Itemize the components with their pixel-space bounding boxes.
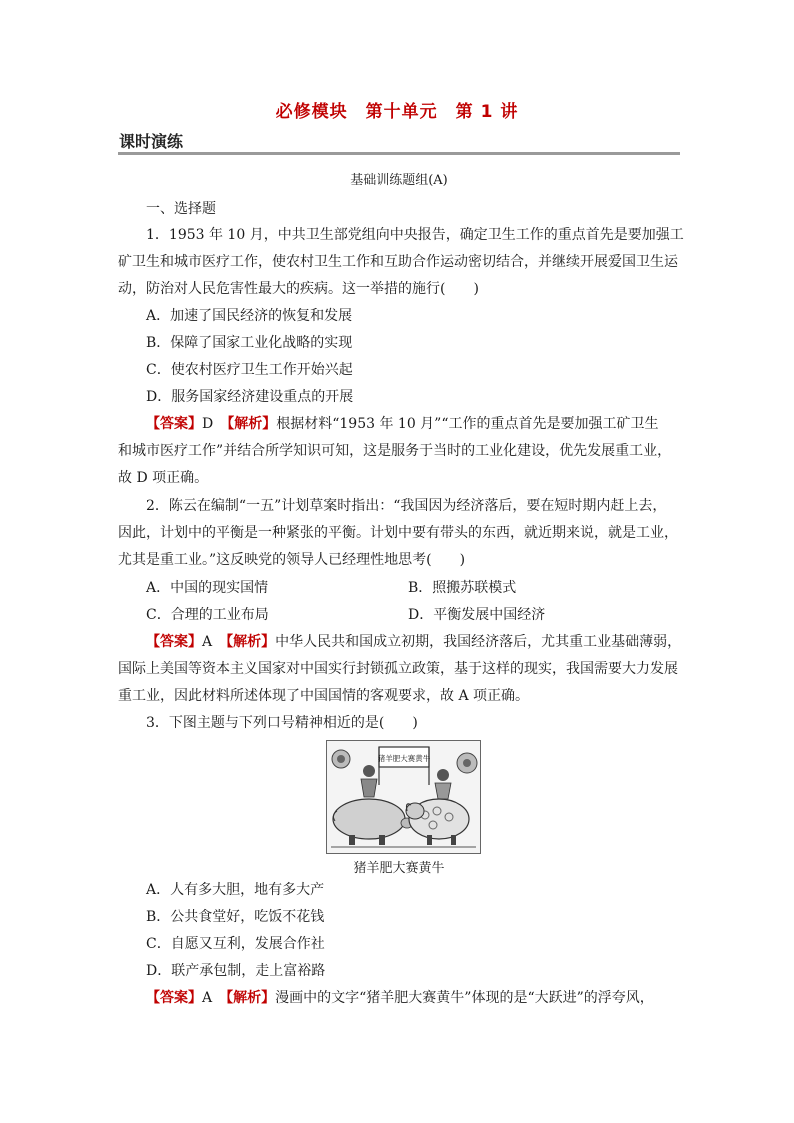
cartoon-image — [326, 740, 481, 854]
answer-tag: 【答案】 — [146, 634, 202, 650]
q1-option-d: D．服务国家经济建设重点的开展 — [146, 389, 354, 405]
cartoon-illustration — [327, 741, 480, 853]
q2-options-row — [146, 605, 708, 625]
q2-option-a: A．中国的现实国情 — [146, 580, 269, 596]
q1-stem-line: 矿卫生和城市医疗工作，使农村卫生工作和互助合作运动密切结合，并继续开展爱国卫生运 — [118, 254, 678, 270]
q3-option-b: B．公共食堂好，吃饭不花钱 — [146, 909, 325, 925]
answer-value: D — [202, 416, 214, 432]
q1-option-a: A．加速了国民经济的恢复和发展 — [146, 308, 353, 324]
answer-value: A — [202, 990, 213, 1006]
q2-options-row — [146, 578, 708, 598]
q2-stem-line: 2．陈云在编制“一五”计划草案时指出：“我国因为经济落后，要在短时期内赶上去， — [146, 498, 667, 514]
cartoon-banner-text: 猪羊肥大赛黄牛 — [377, 754, 431, 763]
q3-answer-line — [146, 988, 708, 1008]
q3-option-c: C．自愿又互利，发展合作社 — [146, 936, 325, 952]
q2-stem-line: 尤其是重工业。”这反映党的领导人已经理性地思考( ) — [118, 552, 466, 568]
q2-option-c: C．合理的工业布局 — [146, 607, 269, 623]
q2-analysis-line: 重工业，因此材料所述体现了中国国情的客观要求，故 A 项正确。 — [118, 688, 530, 704]
q2-analysis-line: 国际上美国等资本主义国家对中国实行封锁孤立政策，基于这样的现实，我国需要大力发展 — [118, 661, 678, 677]
q1-option-b: B．保障了国家工业化战略的实现 — [146, 335, 353, 351]
analysis-text: 漫画中的文字“猪羊肥大赛黄牛”体现的是“大跃进”的浮夸风， — [275, 990, 654, 1006]
q3-stem: 3．下图主题与下列口号精神相近的是( ) — [146, 715, 418, 731]
analysis-text: 根据材料“1953 年 10 月”“工作的重点首先是要加强工矿卫生 — [276, 416, 659, 432]
group-title: 基础训练题组(A) — [350, 173, 448, 188]
q1-analysis-line: 故 D 项正确。 — [118, 470, 209, 486]
q2-option-d: D．平衡发展中国经济 — [408, 607, 546, 623]
q2-stem-line: 因此，计划中的平衡是一种紧张的平衡。计划中要有带头的东西，就近期来说，就是工业， — [118, 525, 678, 541]
q3-option-a: A．人有多大胆，地有多大产 — [146, 882, 325, 898]
q2-answer-line — [146, 632, 708, 652]
answer-value: A — [202, 634, 213, 650]
analysis-tag: 【解析】 — [226, 634, 276, 650]
section-heading: 课时演练 — [119, 132, 184, 151]
answer-tag: 【答案】 — [146, 416, 202, 432]
page-title: 必修模块 第十单元 第 1 讲 — [275, 102, 519, 122]
heading-rule — [118, 152, 680, 155]
figure-caption: 猪羊肥大赛黄牛 — [353, 861, 445, 876]
answer-tag: 【答案】 — [146, 990, 202, 1006]
analysis-tag: 【解析】 — [227, 416, 277, 432]
q1-stem-line: 动，防治对人民危害性最大的疾病。这一举措的施行( ) — [118, 281, 479, 297]
q1-analysis-line: 和城市医疗工作”并结合所学知识可知，这是服务于当时的工业化建设，优先发展重工业， — [118, 443, 672, 459]
q1-stem-line: 1．1953 年 10 月，中共卫生部党组向中央报告，确定卫生工作的重点首先是要加强工 — [146, 227, 684, 243]
q3-option-d: D．联产承包制，走上富裕路 — [146, 963, 326, 979]
analysis-text: 中华人民共和国成立初期，我国经济落后，尤其重工业基础薄弱， — [275, 634, 682, 650]
part-label: 一、选择题 — [146, 201, 216, 217]
analysis-tag: 【解析】 — [226, 990, 276, 1006]
q2-option-b: B．照搬苏联模式 — [408, 580, 517, 596]
q1-answer-line — [146, 414, 708, 434]
q1-option-c: C．使农村医疗卫生工作开始兴起 — [146, 362, 353, 378]
